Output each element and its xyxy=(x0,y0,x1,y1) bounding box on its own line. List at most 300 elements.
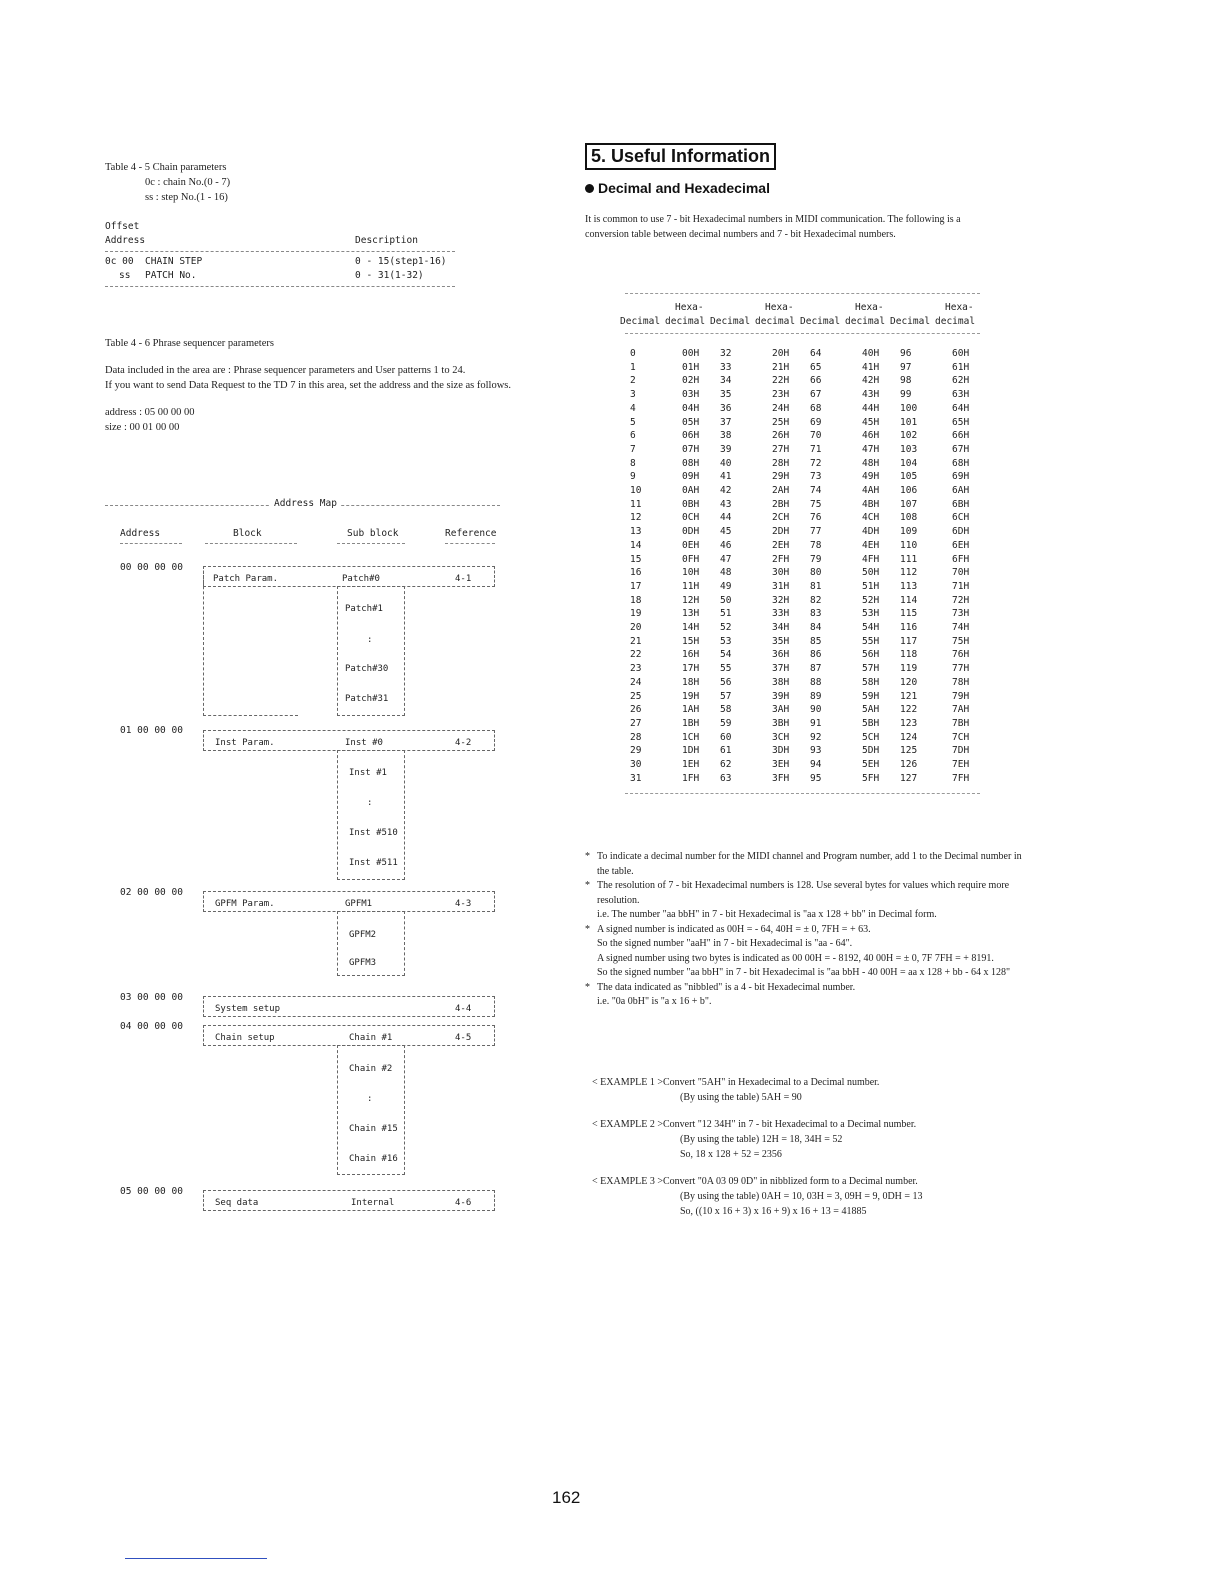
hex-cell: 6FH xyxy=(952,553,970,565)
hex-cell: 0EH xyxy=(682,539,700,551)
decimal-cell: 56 xyxy=(720,676,732,688)
decimal-cell: 4 xyxy=(630,402,636,414)
hex-cell: 04H xyxy=(682,402,700,414)
hex-cell: 0FH xyxy=(682,553,700,565)
hex-cell: 37H xyxy=(772,663,790,675)
hex-cell: 75H xyxy=(952,635,970,647)
decimal-cell: 103 xyxy=(900,443,918,455)
hex-cell: 3DH xyxy=(772,745,790,757)
hex-cell: 3EH xyxy=(772,759,790,770)
decimal-cell: 124 xyxy=(900,731,918,743)
col-header-reference: Reference xyxy=(445,528,497,539)
col-header: decimal xyxy=(665,316,706,327)
hex-cell: 2AH xyxy=(772,485,790,496)
hex-cell: 79H xyxy=(952,690,970,702)
col-header-sub-block: Sub block xyxy=(347,528,399,539)
hex-cell: 5CH xyxy=(862,731,880,743)
decimal-cell: 29 xyxy=(630,745,642,757)
hex-cell: 5BH xyxy=(862,717,880,729)
decimal-cell: 50 xyxy=(720,594,732,606)
hex-cell: 6CH xyxy=(952,512,970,524)
hex-cell: 45H xyxy=(862,416,880,428)
hex-cell: 17H xyxy=(682,663,700,675)
decimal-cell: 33 xyxy=(720,361,732,373)
decimal-cell: 81 xyxy=(810,580,822,592)
col-header: Hexa- xyxy=(675,302,704,313)
hex-cell: 32H xyxy=(772,594,790,606)
hex-cell: 2EH xyxy=(772,539,790,551)
hex-cell: 3AH xyxy=(772,704,790,716)
decimal-cell: 20 xyxy=(630,622,642,633)
decimal-cell: 30 xyxy=(630,759,642,770)
hex-cell: 53H xyxy=(862,608,880,620)
decimal-cell: 41 xyxy=(720,471,732,483)
hex-cell: 34H xyxy=(772,622,790,633)
bullet-icon xyxy=(585,184,594,193)
decimal-cell: 11 xyxy=(630,498,642,510)
hex-cell: 49H xyxy=(862,471,880,483)
hex-cell: 0CH xyxy=(682,512,700,524)
hex-cell: 6BH xyxy=(952,498,970,510)
hex-cell: 77H xyxy=(952,663,970,675)
decimal-cell: 28 xyxy=(630,731,642,743)
hex-cell: 69H xyxy=(952,471,970,483)
decimal-cell: 18 xyxy=(630,594,642,606)
hex-cell: 64H xyxy=(952,402,970,414)
size-line: size : 00 01 00 00 xyxy=(105,422,180,433)
hex-cell: 7DH xyxy=(952,745,970,757)
hex-cell: 29H xyxy=(772,471,790,483)
hex-cell: 10H xyxy=(682,567,700,579)
decimal-cell: 126 xyxy=(900,759,918,770)
hex-cell: 60H xyxy=(952,348,970,359)
table-4-6-section xyxy=(105,336,537,435)
decimal-cell: 2 xyxy=(630,375,636,387)
hex-cell: 50H xyxy=(862,567,880,579)
decimal-cell: 45 xyxy=(720,526,732,538)
decimal-cell: 98 xyxy=(900,375,912,387)
hex-cell: 40H xyxy=(862,348,880,359)
col-header: Decimal xyxy=(710,316,751,327)
hex-cell: 42H xyxy=(862,375,880,387)
decimal-cell: 49 xyxy=(720,580,732,592)
decimal-cell: 66 xyxy=(810,375,822,387)
decimal-cell: 63 xyxy=(720,772,732,784)
hex-cell: 28H xyxy=(772,457,790,469)
decimal-cell: 9 xyxy=(630,471,636,483)
decimal-cell: 19 xyxy=(630,608,642,620)
table-row: 0c 00 CHAIN STEP 0 - 15(step1-16) xyxy=(105,256,447,267)
decimal-cell: 42 xyxy=(720,485,732,496)
decimal-cell: 111 xyxy=(900,553,918,565)
note-2: The resolution of 7 - bit Hexadecimal numbers is 128. Use several bytes for values which require more resolution. xyxy=(597,880,1010,906)
example-2: < EXAMPLE 2 >Convert "12 34H" in 7 - bit Hexadecimal to a Decimal number. (By using the table) 12H = 18, 34H = 52 So, 18 x 128 + 52 = 2356 xyxy=(592,1119,917,1160)
decimal-cell: 17 xyxy=(630,580,642,592)
hex-cell: 70H xyxy=(952,567,970,579)
hex-cell: 33H xyxy=(772,608,790,620)
decimal-cell: 96 xyxy=(900,348,912,359)
decimal-cell: 75 xyxy=(810,498,822,510)
hex-cell: 7CH xyxy=(952,731,970,743)
hex-cell: 4FH xyxy=(862,553,880,565)
decimal-cell: 21 xyxy=(630,635,642,647)
hex-cell: 38H xyxy=(772,676,790,688)
decimal-cell: 86 xyxy=(810,649,822,661)
examples xyxy=(592,1075,1032,1231)
decimal-cell: 51 xyxy=(720,608,732,620)
col-header-block: Block xyxy=(233,528,262,539)
decimal-cell: 31 xyxy=(630,772,642,784)
hex-cell: 14H xyxy=(682,622,700,633)
decimal-cell: 80 xyxy=(810,567,822,579)
table-4-5-title: Table 4 - 5 Chain parameters xyxy=(105,162,227,173)
decimal-cell: 93 xyxy=(810,745,822,757)
notes: * To indicate a decimal number for the MIDI channel and Program number, add 1 to the Decimal number in the table. * The resolution of 7 - bit Hexadecimal numbers is 128. Use several bytes for values which require more resolution. i.e. The number "aa bbH" in 7 - bit Hexadecimal is "aa x 128 + bb" in Decimal form. * A signed number is indicated as 00H = - 64, 40H = ± 0, 7FH = + 63. So the signed number "aaH" in 7 - bit Hexadecimal is "aa - 64". A signed number using two bytes is indicated as 00 00H = - 8192, 40 00H = ± 0, 7F 7FH = + 8191. So the signed number "aa bbH" in 7 - bit Hexadecimal is "aa bbH - 40 00H = aa x 128 + bb - 64 x 128" * The data indicated as "nibbled" is a 4 - bit Hexadecimal number. i.e. "0a 0bH" is "a x 16 + b". xyxy=(585,851,1022,1007)
decimal-cell: 108 xyxy=(900,512,918,524)
decimal-cell: 7 xyxy=(630,443,636,455)
hex-cell: 30H xyxy=(772,567,790,579)
hex-cell: 7BH xyxy=(952,717,970,729)
decimal-cell: 69 xyxy=(810,416,822,428)
hex-cell: 20H xyxy=(772,348,790,359)
decimal-cell: 64 xyxy=(810,348,822,359)
hex-cell: 7AH xyxy=(952,704,970,716)
decimal-cell: 114 xyxy=(900,594,918,606)
decimal-cell: 107 xyxy=(900,498,918,510)
decimal-cell: 105 xyxy=(900,471,918,483)
decimal-cell: 109 xyxy=(900,526,918,538)
hex-cell: 06H xyxy=(682,430,700,442)
decimal-cell: 8 xyxy=(630,457,636,469)
hex-cell: 72H xyxy=(952,594,970,606)
hex-cell: 18H xyxy=(682,676,700,688)
decimal-cell: 127 xyxy=(900,772,918,784)
hex-cell: 1DH xyxy=(682,745,700,757)
col-header: Decimal xyxy=(620,316,661,327)
decimal-cell: 40 xyxy=(720,457,732,469)
decimal-cell: 73 xyxy=(810,471,822,483)
address-map-title: Address Map xyxy=(270,498,341,509)
hex-cell: 73H xyxy=(952,608,970,620)
decimal-cell: 92 xyxy=(810,731,822,743)
example-1: < EXAMPLE 1 >Convert "5AH" in Hexadecimal to a Decimal number. (By using the table) 5AH = 90 xyxy=(592,1077,880,1103)
hex-cell: 1BH xyxy=(682,717,700,729)
hex-cell: 56H xyxy=(862,649,880,661)
hex-cell: 51H xyxy=(862,580,880,592)
hex-cell: 5DH xyxy=(862,745,880,757)
hex-cell: 63H xyxy=(952,389,970,401)
hex-cell: 78H xyxy=(952,676,970,688)
decimal-cell: 22 xyxy=(630,649,642,661)
decimal-cell: 0 xyxy=(630,348,636,359)
decimal-cell: 110 xyxy=(900,539,918,551)
hex-cell: 68H xyxy=(952,457,970,469)
decimal-cell: 119 xyxy=(900,663,918,675)
decimal-cell: 36 xyxy=(720,402,732,414)
address-line: address : 05 00 00 00 xyxy=(105,407,195,418)
decimal-cell: 35 xyxy=(720,389,732,401)
hex-cell: 58H xyxy=(862,676,880,688)
col-header-address: Address xyxy=(120,528,161,539)
decimal-cell: 55 xyxy=(720,663,732,675)
decimal-cell: 43 xyxy=(720,498,732,510)
decimal-cell: 90 xyxy=(810,704,822,716)
note-1: To indicate a decimal number for the MIDI channel and Program number, add 1 to the Decimal number in the table. xyxy=(597,851,1022,877)
hex-cell: 1CH xyxy=(682,731,700,743)
address-label: Address xyxy=(105,235,146,246)
hex-cell: 4DH xyxy=(862,526,880,538)
table-4-5-line1: 0c : chain No.(0 - 7) xyxy=(145,177,231,188)
footnote-rule xyxy=(125,1558,267,1559)
hex-cell: 6AH xyxy=(952,485,970,496)
page-number: 162 xyxy=(552,1488,581,1507)
hex-cell: 08H xyxy=(682,457,700,469)
decimal-cell: 104 xyxy=(900,457,918,469)
decimal-cell: 84 xyxy=(810,622,822,633)
decimal-cell: 115 xyxy=(900,608,918,620)
chain-parameter-table xyxy=(105,220,455,290)
decimal-cell: 117 xyxy=(900,635,918,647)
col-header: decimal xyxy=(935,316,976,327)
note-3: A signed number is indicated as 00H = - 64, 40H = ± 0, 7FH = + 63. xyxy=(597,923,871,935)
hex-cell: 4BH xyxy=(862,498,880,510)
hex-cell: 48H xyxy=(862,457,880,469)
divider xyxy=(625,293,980,294)
hex-cell: 1FH xyxy=(682,772,700,784)
map-address: 00 00 00 00 xyxy=(120,562,183,573)
hex-cell: 12H xyxy=(682,594,700,606)
hex-cell: 4EH xyxy=(862,539,880,551)
hex-cell: 71H xyxy=(952,580,970,592)
description-label: Description xyxy=(355,235,418,246)
hex-cell: 26H xyxy=(772,430,790,442)
table-4-6-para1: Data included in the area are : Phrase sequencer parameters and User patterns 1 to 24. xyxy=(105,365,466,376)
decimal-cell: 34 xyxy=(720,375,732,387)
hex-cell: 36H xyxy=(772,649,790,661)
divider xyxy=(625,793,980,794)
hex-cell: 22H xyxy=(772,375,790,387)
map-address: 03 00 00 00 xyxy=(120,992,183,1003)
col-header: decimal xyxy=(755,316,796,327)
col-header: Decimal xyxy=(890,316,931,327)
decimal-cell: 67 xyxy=(810,389,822,401)
decimal-cell: 46 xyxy=(720,539,732,551)
decimal-cell: 48 xyxy=(720,567,732,579)
hex-cell: 15H xyxy=(682,635,700,647)
decimal-cell: 54 xyxy=(720,649,732,661)
hex-cell: 2BH xyxy=(772,498,790,510)
table-4-5-caption xyxy=(105,160,525,205)
col-header: Hexa- xyxy=(945,302,974,313)
hex-cell: 02H xyxy=(682,375,700,387)
table-row: ss PATCH No. 0 - 31(1-32) xyxy=(119,270,424,281)
hex-cell: 6EH xyxy=(952,539,970,551)
decimal-cell: 58 xyxy=(720,704,732,716)
hex-cell: 55H xyxy=(862,635,880,647)
hex-cell: 74H xyxy=(952,622,970,633)
hex-cell: 3CH xyxy=(772,731,790,743)
col-header: Hexa- xyxy=(765,302,794,313)
hex-cell: 39H xyxy=(772,690,790,702)
decimal-cell: 23 xyxy=(630,663,642,675)
decimal-cell: 102 xyxy=(900,430,918,442)
hex-cell: 03H xyxy=(682,389,700,401)
hex-cell: 2DH xyxy=(772,526,790,538)
decimal-cell: 89 xyxy=(810,690,822,702)
decimal-cell: 121 xyxy=(900,690,918,702)
decimal-cell: 1 xyxy=(630,361,636,373)
decimal-cell: 122 xyxy=(900,704,918,716)
hex-cell: 31H xyxy=(772,580,790,592)
decimal-cell: 95 xyxy=(810,772,822,784)
hex-cell: 41H xyxy=(862,361,880,373)
hex-cell: 16H xyxy=(682,649,700,661)
map-address: 02 00 00 00 xyxy=(120,887,183,898)
decimal-cell: 123 xyxy=(900,717,918,729)
decimal-cell: 87 xyxy=(810,663,822,675)
hex-cell: 67H xyxy=(952,443,970,455)
hex-cell: 61H xyxy=(952,361,970,373)
decimal-cell: 14 xyxy=(630,539,642,551)
hex-cell: 23H xyxy=(772,389,790,401)
decimal-cell: 94 xyxy=(810,759,822,770)
col-header: Decimal xyxy=(800,316,841,327)
hex-cell: 07H xyxy=(682,443,700,455)
hex-cell: 47H xyxy=(862,443,880,455)
decimal-cell: 38 xyxy=(720,430,732,442)
decimal-cell: 99 xyxy=(900,389,912,401)
hex-cell: 0AH xyxy=(682,485,700,496)
decimal-cell: 5 xyxy=(630,416,636,428)
decimal-cell: 15 xyxy=(630,553,642,565)
hex-cell: 21H xyxy=(772,361,790,373)
hex-cell: 19H xyxy=(682,690,700,702)
decimal-cell: 113 xyxy=(900,580,918,592)
hex-cell: 59H xyxy=(862,690,880,702)
decimal-cell: 125 xyxy=(900,745,918,757)
hex-cell: 2CH xyxy=(772,512,790,524)
hex-cell: 43H xyxy=(862,389,880,401)
decimal-cell: 32 xyxy=(720,348,732,359)
intro-paragraph: It is common to use 7 - bit Hexadecimal numbers in MIDI communication. The following is a conversion table between decimal numbers and 7 - bit Hexadecimal numbers. xyxy=(585,214,961,240)
hex-cell: 1EH xyxy=(682,759,700,770)
table-4-5-line2: ss : step No.(1 - 16) xyxy=(145,192,228,203)
decimal-cell: 3 xyxy=(630,389,636,401)
decimal-cell: 24 xyxy=(630,676,642,688)
hex-cell: 62H xyxy=(952,375,970,387)
decimal-cell: 25 xyxy=(630,690,642,702)
decimal-cell: 60 xyxy=(720,731,732,743)
divider xyxy=(105,251,455,252)
table-4-6-title: Table 4 - 6 Phrase sequencer parameters xyxy=(105,338,274,349)
decimal-cell: 61 xyxy=(720,745,732,757)
hex-cell: 7FH xyxy=(952,772,970,784)
decimal-cell: 53 xyxy=(720,635,732,647)
decimal-cell: 10 xyxy=(630,485,642,496)
decimal-cell: 27 xyxy=(630,717,642,729)
decimal-cell: 118 xyxy=(900,649,918,661)
hex-cell: 66H xyxy=(952,430,970,442)
decimal-cell: 37 xyxy=(720,416,732,428)
decimal-cell: 74 xyxy=(810,485,822,496)
hex-cell: 44H xyxy=(862,402,880,414)
hex-cell: 52H xyxy=(862,594,880,606)
hex-cell: 05H xyxy=(682,416,700,428)
section-title: 5. Useful Information xyxy=(585,143,776,170)
decimal-cell: 39 xyxy=(720,443,732,455)
map-address: 05 00 00 00 xyxy=(120,1186,183,1197)
hex-cell: 35H xyxy=(772,635,790,647)
hex-cell: 5EH xyxy=(862,759,880,770)
decimal-cell: 76 xyxy=(810,512,822,524)
decimal-cell: 77 xyxy=(810,526,822,538)
hex-cell: 27H xyxy=(772,443,790,455)
subsection-title: Decimal and Hexadecimal xyxy=(585,180,770,196)
decimal-cell: 78 xyxy=(810,539,822,551)
hex-cell: 4AH xyxy=(862,485,880,496)
divider xyxy=(625,333,980,334)
hex-cell: 7EH xyxy=(952,759,970,770)
decimal-cell: 120 xyxy=(900,676,918,688)
decimal-cell: 47 xyxy=(720,553,732,565)
decimal-cell: 85 xyxy=(810,635,822,647)
hex-cell: 3BH xyxy=(772,717,790,729)
decimal-cell: 106 xyxy=(900,485,918,496)
note-4: The data indicated as "nibbled" is a 4 - bit Hexadecimal number. xyxy=(597,981,856,993)
divider xyxy=(105,286,455,287)
hex-cell: 11H xyxy=(682,580,700,592)
hex-cell: 0DH xyxy=(682,526,700,538)
hex-cell: 09H xyxy=(682,471,700,483)
reference-label: 4-1 xyxy=(455,574,472,584)
decimal-cell: 82 xyxy=(810,594,822,606)
hex-cell: 65H xyxy=(952,416,970,428)
hex-cell: 6DH xyxy=(952,526,970,538)
col-header: decimal xyxy=(845,316,886,327)
hex-cell: 5FH xyxy=(862,772,880,784)
hex-cell: 2FH xyxy=(772,553,790,565)
decimal-cell: 65 xyxy=(810,361,822,373)
hex-cell: 24H xyxy=(772,402,790,414)
offset-label: Offset xyxy=(105,221,140,232)
hex-cell: 13H xyxy=(682,608,700,620)
decimal-cell: 12 xyxy=(630,512,642,524)
decimal-cell: 44 xyxy=(720,512,732,524)
address-map: Address Map Address Block Sub block Reference 00 00 00 00 01 00 00 00 02 00 00 00 03 00 00 00 04 00 00 00 05 00 00 00 Patch Param. 4-1 Patch#0 Patch#1 : Patch#30 Patch#31 Inst Param. 4-2 Inst #0 Inst #1 : Inst #510 Inst #511 GPFM Param. 4-3 GPFM1 GPFM2 GPFM3 System setup 4-4 Chain setup 4-5 Chain #1 Chain #2 : Chain #15 Chain #16 Seq data 4-6 Internal xyxy=(105,498,500,1233)
map-address: 04 00 00 00 xyxy=(120,1021,183,1032)
decimal-cell: 57 xyxy=(720,690,732,702)
decimal-cell: 6 xyxy=(630,430,636,442)
hex-cell: 46H xyxy=(862,430,880,442)
decimal-cell: 91 xyxy=(810,717,822,729)
hex-cell: 57H xyxy=(862,663,880,675)
example-3: < EXAMPLE 3 >Convert "0A 03 09 0D" in nibblized form to a Decimal number. (By using the table) 0AH = 10, 03H = 3, 09H = 9, 0DH = 13 So, ((10 x 16 + 3) x 16 + 9) x 16 + 13 = 41885 xyxy=(592,1176,923,1217)
table-4-6-para2: If you want to send Data Request to the TD 7 in this area, set the address and the size as follows. xyxy=(105,380,511,391)
decimal-cell: 62 xyxy=(720,759,732,770)
block-label: Patch Param. xyxy=(213,574,279,584)
decimal-cell: 59 xyxy=(720,717,732,729)
hex-cell: 25H xyxy=(772,416,790,428)
decimal-cell: 88 xyxy=(810,676,822,688)
hex-cell: 3FH xyxy=(772,772,790,784)
decimal-cell: 97 xyxy=(900,361,912,373)
decimal-cell: 26 xyxy=(630,704,642,716)
decimal-cell: 68 xyxy=(810,402,822,414)
decimal-cell: 71 xyxy=(810,443,822,455)
hex-cell: 4CH xyxy=(862,512,880,524)
hex-cell: 1AH xyxy=(682,704,700,716)
decimal-cell: 100 xyxy=(900,402,918,414)
